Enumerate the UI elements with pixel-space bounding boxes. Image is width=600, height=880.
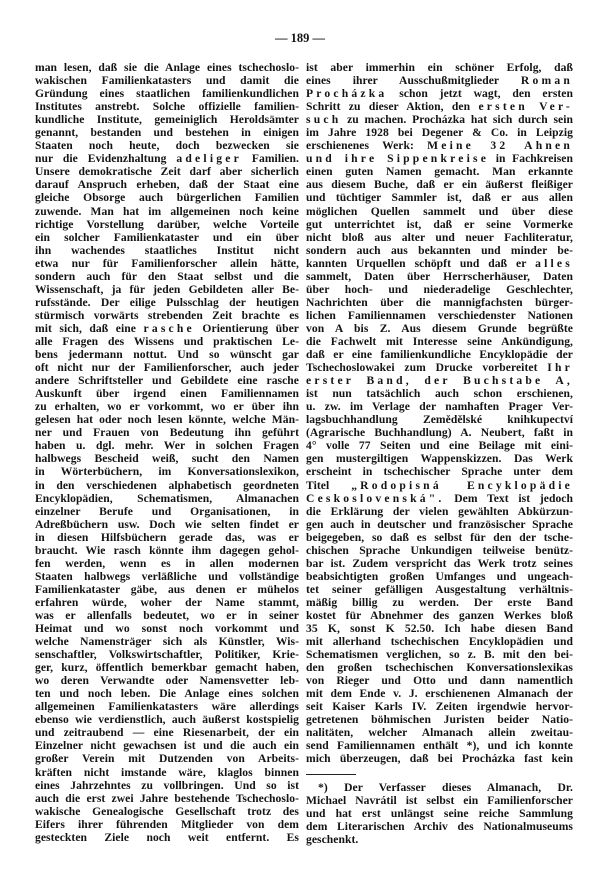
text-line: großer Verein mit Dutzenden von Arbeits- bbox=[35, 752, 299, 766]
text-line: in Wörterbüchern, im Konversationslexikon, bbox=[35, 465, 299, 479]
text-line: allgemeinen Familienkatasters wäre allerdings bbox=[35, 700, 299, 714]
text-segment: Orientierung über bbox=[194, 321, 299, 335]
text-line: im Jahre 1928 bei Degener & Co. in Leipzig bbox=[306, 126, 573, 140]
text-line: ebenso wie verdienstlich, auch äußerst kostspielig bbox=[35, 713, 299, 727]
text-line: sondern auch für den Staat selbst und die bbox=[35, 269, 299, 283]
text-line: Auskunft über irgend einen Familiennamen bbox=[35, 387, 299, 401]
footnote bbox=[306, 781, 573, 846]
text-line: ihn wachendes staatliches Institut nicht bbox=[35, 243, 299, 257]
text-line: möglichen Quellen sammelt und über diese bbox=[306, 204, 573, 218]
text-line: Unsere demokratische Zeit darf aber sicherlich bbox=[35, 165, 299, 179]
text-line: ner und Frauen von Bedeutung ihn geführt bbox=[35, 426, 299, 440]
text-line: gesteckten Ziele noch weit entfernt. Es bbox=[35, 830, 299, 844]
text-line: senschaftler, Volkswirtschaftler, Politiker, Krie- bbox=[35, 648, 299, 662]
text-line: den großen tschechischen Konversationslexikas bbox=[306, 661, 573, 675]
text-line: welche Namensträger sich als Künstler, Wis- bbox=[35, 635, 299, 649]
text-line: Institutes anstrebt. Solche offizielle familien- bbox=[35, 100, 299, 114]
text-line: bar ist. Zudem verspricht das Werk trotz seines bbox=[306, 556, 573, 570]
spaced-emphasis-text: und ihre Sippenkreise bbox=[306, 152, 490, 166]
text-line: erfahren würde, woher der Name stammt, bbox=[35, 595, 299, 609]
text-line: eines Jahrzehntes zu vollbringen. Und so ist bbox=[35, 778, 299, 792]
footnote-line: dem Literarischen Archiv des Nationalmuseums bbox=[306, 819, 573, 833]
text-line bbox=[306, 87, 573, 100]
text-line: zu erhalten, wo er vorkommt, wo er über ihn bbox=[35, 400, 299, 414]
text-line: etwa nur für Familienforscher allein hätte, bbox=[35, 256, 299, 270]
spaced-emphasis-text: such bbox=[306, 113, 342, 127]
text-line: nicht bloß aus alter und neuer Fachliteratur, bbox=[306, 230, 573, 244]
spaced-emphasis-text: ersten Ver- bbox=[478, 100, 573, 114]
spaced-emphasis-text: Procházka bbox=[306, 87, 388, 101]
text-line: richtige Vorstellung darüber, welche Vorteile bbox=[35, 217, 299, 231]
text-line: u. zw. im Verlage der namhaften Prager Ver- bbox=[306, 400, 573, 414]
footnote-divider bbox=[306, 774, 356, 775]
text-line: gen mustergiltigen Wappenskizzen. Das Werk bbox=[306, 452, 573, 466]
footnote-line: Michael Navrátil ist selbst ein Familienforscher bbox=[306, 793, 573, 807]
text-line: über hoch- und niederadelige Geschlechter, bbox=[306, 282, 573, 296]
text-line: und tüchtiger Sammler ist, daß er aus allen bbox=[306, 191, 573, 205]
text-line: Wissenschaft, ja für jeden Gebildeten aller Be- bbox=[35, 282, 299, 296]
text-line bbox=[306, 257, 573, 270]
text-line: Heimat und wo sonst noch vorkommt und bbox=[35, 622, 299, 636]
spaced-emphasis-text: Ceskoslovenská". bbox=[306, 491, 445, 505]
text-line: ten und noch leben. Die Anlage eines solchen bbox=[35, 687, 299, 701]
text-line: ger, kurz, öffentlich bemerkbar gemacht haben, bbox=[35, 661, 299, 675]
text-line: ist nun tatsächlich auch schon erschienen, bbox=[306, 387, 573, 401]
text-line: sondern auch aus bekannten und minder be- bbox=[306, 243, 573, 257]
text-line bbox=[306, 374, 573, 387]
text-line: in den verschiedenen alphabetisch geordneten bbox=[35, 478, 299, 492]
text-line: halbwegs Bescheid weiß, sucht den Namen bbox=[35, 452, 299, 466]
text-line: beigegeben, so daß es selbst für den der tsche- bbox=[306, 530, 573, 544]
text-line bbox=[35, 152, 299, 165]
text-line: in diesen Hilfsbüchern gerade das, was er bbox=[35, 530, 299, 544]
text-line: chischen Sprache Unkundigen teilweise benütz- bbox=[306, 543, 573, 557]
text-segment: zu machen. Procházka hat sich durch sein bbox=[341, 113, 573, 127]
text-line: Familienkataster gäbe, aus denen er mühelos bbox=[35, 582, 299, 596]
text-line: und zeitraubend — eine Riesenarbeit, der ein bbox=[35, 726, 299, 740]
text-line bbox=[306, 492, 573, 505]
text-segment: Titel bbox=[306, 478, 352, 492]
text-line: haben u. dgl. mehr. Wer in solchen Fragen bbox=[35, 439, 299, 453]
text-line: darauf Anspruch erheben, daß der Staat eine bbox=[35, 178, 299, 192]
text-line: man lesen, daß sie die Anlage eines tschechoslo- bbox=[35, 61, 299, 74]
text-line: genannt, bestanden und bestehen in einigen bbox=[35, 126, 299, 140]
text-line: gleiche Obsorge auch bürgerlichen Familien bbox=[35, 191, 299, 205]
text-line: bens jedermann nottut. Und so wünscht gar bbox=[35, 348, 299, 362]
spaced-emphasis-text: „Rodopisná Encyklopädie bbox=[351, 478, 573, 492]
text-line: mich überzeugen, daß bei Procházka fast kein bbox=[306, 752, 573, 766]
text-line: 4° volle 77 Seiten und eine Beilage mit eini- bbox=[306, 439, 573, 453]
text-line: auch die erst zwei Jahre bestehende Tschechoslo- bbox=[35, 791, 299, 805]
right-column bbox=[306, 61, 573, 846]
text-line: braucht. Wie rasch könnte ihm dagegen gehol- bbox=[35, 543, 299, 557]
text-segment: Tschechoslowakei zum Drucke vorbereitet bbox=[306, 361, 548, 375]
text-segment: Schritt zu dieser Aktion, den bbox=[306, 100, 479, 114]
text-line: kostet für Abnehmer des ganzen Werkes bloß bbox=[306, 608, 573, 622]
text-segment: in Fachkreisen bbox=[489, 152, 573, 166]
page-number: — 189 — bbox=[275, 31, 325, 45]
text-line: lagsbuchhandlung Zemědělské knihkupectví bbox=[306, 413, 573, 427]
spaced-emphasis-text: Roman bbox=[520, 74, 573, 88]
text-segment: schon jetzt wagt, den ersten bbox=[387, 87, 573, 101]
text-line: Schematismen verglichen, so z. B. mit den bei- bbox=[306, 648, 573, 662]
text-line: nalitäten, welcher Almanach allein zweitau- bbox=[306, 726, 573, 740]
text-line: wakische Genealogische Gesellschaft trotz des bbox=[35, 804, 299, 818]
spaced-emphasis-text: Meine 32 Ahnen bbox=[427, 139, 573, 153]
text-line: alle Fragen des Wissens und praktischen Le- bbox=[35, 334, 299, 348]
text-line: kundliche Institute, gemeiniglich Heroldsämter bbox=[35, 113, 299, 127]
spaced-emphasis-text: adeliger bbox=[176, 152, 242, 166]
footnote-line: und hat erst unlängst seine reiche Sammlung bbox=[306, 806, 573, 820]
spaced-emphasis-text: rasche bbox=[143, 321, 195, 335]
text-line: getretenen böhmischen Juristen beider Natio- bbox=[306, 713, 573, 727]
text-line bbox=[306, 113, 573, 126]
text-line: kräften nicht imstande wäre, klaglos binnen bbox=[35, 765, 299, 779]
text-line: (Agrarische Buchhandlung) A. Neubert, faßt in bbox=[306, 426, 573, 440]
text-line: sammelt, Daten über Herrscherhäuser, Daten bbox=[306, 269, 573, 283]
text-line: einen guten Namen gemacht. Man erkannte bbox=[306, 165, 573, 179]
text-line bbox=[306, 479, 573, 492]
text-line: rufsstände. Der eilige Pulsschlag der heutigen bbox=[35, 295, 299, 309]
text-line bbox=[306, 152, 573, 165]
spaced-emphasis-text: Ihr bbox=[547, 361, 573, 375]
text-line: ist aber immerhin ein schöner Erfolg, daß bbox=[306, 61, 573, 74]
text-line: Gründung eines staatlichen familienkundlichen bbox=[35, 87, 299, 101]
text-line bbox=[35, 322, 299, 335]
text-line: beabsichtigten großen Umfanges und ungeach- bbox=[306, 569, 573, 583]
text-line: lichen Familiennamen verschiedenster Nationen bbox=[306, 308, 573, 322]
text-line: Nachrichten über die mannigfachsten bürger- bbox=[306, 295, 573, 309]
text-line: ein solcher Familienkataster und ein über bbox=[35, 230, 299, 244]
text-line: stürmisch vorwärts strebenden Zeit brachte es bbox=[35, 308, 299, 322]
text-segment: Familien. bbox=[241, 152, 299, 166]
text-line: Encyklopädien, Schematismen, Almanachen bbox=[35, 491, 299, 505]
text-line: Adreßbüchern usw. Doch wie selten findet er bbox=[35, 517, 299, 531]
text-line: Eifers ihrer führenden Mitglieder von dem bbox=[35, 817, 299, 831]
spaced-emphasis-text: erster Band, der Buchstabe A, bbox=[306, 374, 573, 388]
text-line: gelesen hat oder noch lesen könnte, welche Män- bbox=[35, 413, 299, 427]
text-line: die Fachwelt mit Interesse seine Ankündigung, bbox=[306, 334, 573, 348]
text-line: einzelner Berufe und Organisationen, in bbox=[35, 504, 299, 518]
footnote-line: *) Der Verfasser dieses Almanach, Dr. bbox=[318, 780, 573, 794]
footnote-line: geschenkt. bbox=[306, 832, 359, 846]
text-line: mäßig billig zu werden. Der erste Band bbox=[306, 595, 573, 609]
text-line: tet seiner gefälligen Ausgestaltung verhältnis- bbox=[306, 582, 573, 596]
text-line: Staaten halbwegs verläßliche und vollständige bbox=[35, 569, 299, 583]
text-line: zuwende. Man hat im allgemeinen noch keine bbox=[35, 204, 299, 218]
text-line: die Erklärung der vielen gewählten Abkürzun- bbox=[306, 504, 573, 518]
text-line: Einzelner nicht gewachsen ist und die auch ein bbox=[35, 739, 299, 753]
text-line bbox=[306, 139, 573, 152]
text-line bbox=[306, 100, 573, 113]
text-line: seit Kaiser Karls IV. Zeiten irgendwie hervor- bbox=[306, 700, 573, 714]
text-line: gut unterrichtet ist, daß er seine Vormerke bbox=[306, 217, 573, 231]
text-segment: Dem Text ist jedoch bbox=[444, 491, 573, 505]
text-segment: erschienenes Werk: bbox=[306, 139, 428, 153]
text-segment: nur die Evidenzhaltung bbox=[35, 152, 177, 166]
text-line: was er allenfalls bedeutet, wo er in seiner bbox=[35, 608, 299, 622]
text-line: wakischen Familienkatasters und damit die bbox=[35, 74, 299, 88]
text-line: von A bis Z. Aus diesem Grunde begrüßte bbox=[306, 321, 573, 335]
text-line: von Rieger und Otto und dann namentlich bbox=[306, 674, 573, 688]
text-line: aus diesem Buche, daß er ein äußerst fleißiger bbox=[306, 178, 573, 192]
text-line: send Familiennamen enthält *), und ich konnte bbox=[306, 739, 573, 753]
text-line: wo deren Verwandte oder Namensvetter leb- bbox=[35, 674, 299, 688]
text-line: oft nicht nur der Familienforscher, auch jeder bbox=[35, 361, 299, 375]
text-line bbox=[306, 361, 573, 374]
text-line: mit allerhand tschechischen Encyklopädien und bbox=[306, 635, 573, 649]
text-line: daß er eine familienkundliche Encyklopädie der bbox=[306, 348, 573, 362]
text-line: 35 K, sonst K 52.50. Ich habe diesen Band bbox=[306, 622, 573, 636]
text-segment: kannten Urquellen schöpft und daß er bbox=[306, 256, 536, 270]
text-line: mit dem Ende v. J. erschienenen Almanach der bbox=[306, 687, 573, 701]
text-line bbox=[306, 74, 573, 87]
text-line: fen werden, wenn es in allen modernen bbox=[35, 556, 299, 570]
text-segment: mit sich, daß eine bbox=[35, 321, 144, 335]
text-line: andere Schriftsteller und Gebildete eine rasche bbox=[35, 374, 299, 388]
text-line: gen auch in deutscher und französischer Sprache bbox=[306, 517, 573, 531]
text-line: Staaten noch heute, doch bezwecken sie bbox=[35, 139, 299, 153]
text-segment: eines ihrer Ausschußmitglieder bbox=[306, 74, 521, 88]
text-line: erscheint in tschechischer Sprache unter dem bbox=[306, 465, 573, 479]
spaced-emphasis-text: alles bbox=[535, 256, 573, 270]
left-column bbox=[35, 61, 299, 844]
